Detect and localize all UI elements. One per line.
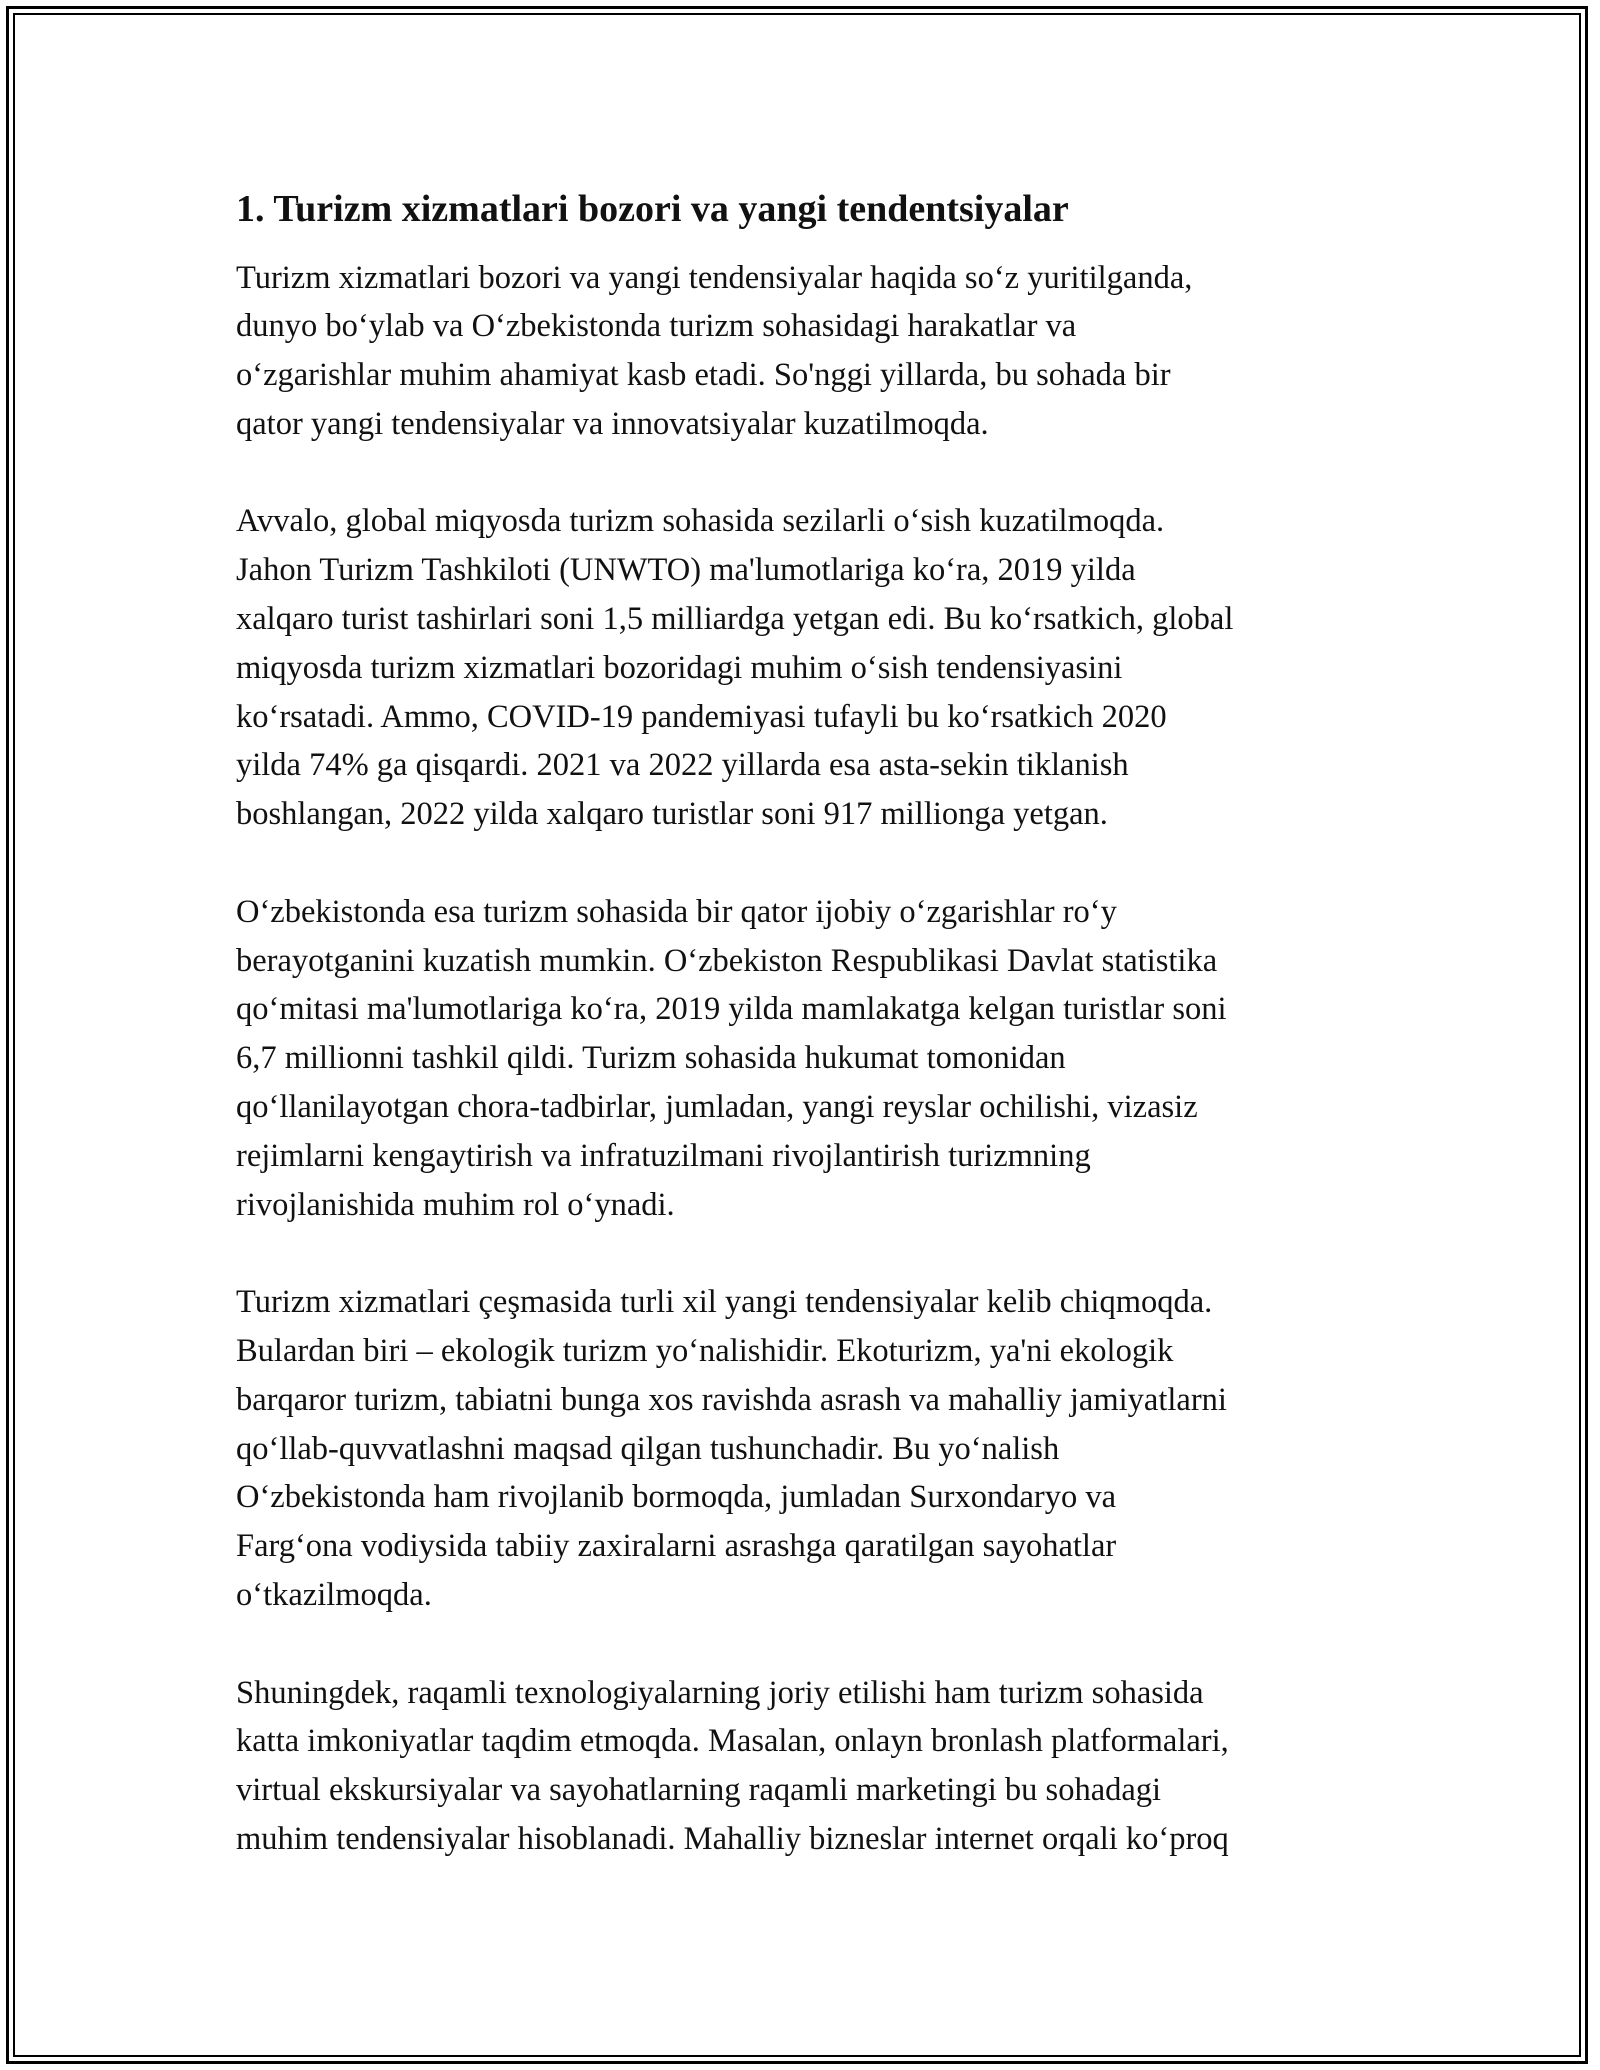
paragraph-global-growth: [236, 497, 1366, 839]
paragraph-ecotourism: [236, 1278, 1366, 1620]
text-line: qo‘llanilayotgan chora-tadbirlar, jumladan, yangi reyslar ochilishi, vizasiz: [236, 1089, 1198, 1126]
text-line: Turizm xizmatlari çeşmasida turli xil yangi tendensiyalar kelib chiqmoqda.: [236, 1284, 1213, 1321]
text-line: 6,7 millionni tashkil qildi. Turizm sohasida hukumat tomonidan: [236, 1040, 1066, 1077]
text-line: rivojlanishida muhim rol o‘ynadi.: [236, 1186, 675, 1223]
paragraph-digital: [236, 1669, 1366, 1864]
text-line: barqaror turizm, tabiatni bunga xos ravishda asrash va mahalliy jamiyatlarni: [236, 1381, 1227, 1418]
text-line: rejimlarni kengaytirish va infratuzilmani rivojlantirish turizmning: [236, 1137, 1091, 1174]
paragraph-uzbekistan: [236, 888, 1366, 1230]
text-line: Jahon Turizm Tashkiloti (UNWTO) ma'lumotlariga ko‘ra, 2019 yilda: [236, 552, 1136, 589]
text-line: dunyo bo‘ylab va O‘zbekistonda turizm sohasidagi harakatlar va: [236, 308, 1077, 345]
text-line: Shuningdek, raqamli texnologiyalarning joriy etilishi ham turizm sohasida: [236, 1674, 1204, 1711]
text-line: ko‘rsatadi. Ammo, COVID-19 pandemiyasi tufayli bu ko‘rsatkich 2020: [236, 698, 1167, 735]
text-line: muhim tendensiyalar hisoblanadi. Mahalliy bizneslar internet orqali ko‘proq: [236, 1821, 1229, 1857]
text-line: O‘zbekistonda esa turizm sohasida bir qator ijobiy o‘zgarishlar ro‘y: [236, 893, 1117, 930]
paragraph-intro: [236, 254, 1366, 449]
text-line: Bulardan biri – ekologik turizm yo‘nalishidir. Ekoturizm, ya'ni ekologik: [236, 1333, 1174, 1370]
text-line: yilda 74% ga qisqardi. 2021 va 2022 yillarda esa asta-sekin tiklanish: [236, 747, 1129, 784]
text-line: O‘zbekistonda ham rivojlanib bormoqda, jumladan Surxondaryo va: [236, 1479, 1117, 1516]
text-line: berayotganini kuzatish mumkin. O‘zbekiston Respublikasi Davlat statistika: [236, 942, 1218, 979]
text-line: qo‘mitasi ma'lumotlariga ko‘ra, 2019 yilda mamlakatga kelgan turistlar soni: [236, 991, 1227, 1028]
text-line: Turizm xizmatlari bozori va yangi tendensiyalar haqida so‘z yuritilganda,: [236, 259, 1193, 296]
document-body: [236, 186, 1366, 1913]
text-line: boshlangan, 2022 yilda xalqaro turistlar soni 917 millionga yetgan.: [236, 796, 1108, 833]
text-line: o‘zgarishlar muhim ahamiyat kasb etadi. So'nggi yillarda, bu sohada bir: [236, 357, 1171, 394]
text-line: Farg‘ona vodiysida tabiiy zaxiralarni asrashga qaratilgan sayohatlar: [236, 1528, 1117, 1565]
text-line: katta imkoniyatlar taqdim etmoqda. Masalan, onlayn bronlash platformalari,: [236, 1723, 1229, 1760]
section-heading: 1. Turizm xizmatlari bozori va yangi tendentsiyalar: [236, 188, 1069, 230]
text-line: qator yangi tendensiyalar va innovatsiyalar kuzatilmoqda.: [236, 405, 989, 442]
text-line: Avvalo, global miqyosda turizm sohasida sezilarli o‘sish kuzatilmoqda.: [236, 503, 1165, 540]
text-line: virtual ekskursiyalar va sayohatlarning raqamli marketingi bu sohadagi: [236, 1772, 1162, 1809]
text-line: xalqaro turist tashirlari soni 1,5 milliardga yetgan edi. Bu ko‘rsatkich, global: [236, 601, 1234, 638]
text-line: qo‘llab-quvvatlashni maqsad qilgan tushunchadir. Bu yo‘nalish: [236, 1430, 1060, 1467]
text-line: miqyosda turizm xizmatlari bozoridagi muhim o‘sish tendensiyasini: [236, 649, 1123, 686]
text-line: o‘tkazilmoqda.: [236, 1577, 432, 1614]
